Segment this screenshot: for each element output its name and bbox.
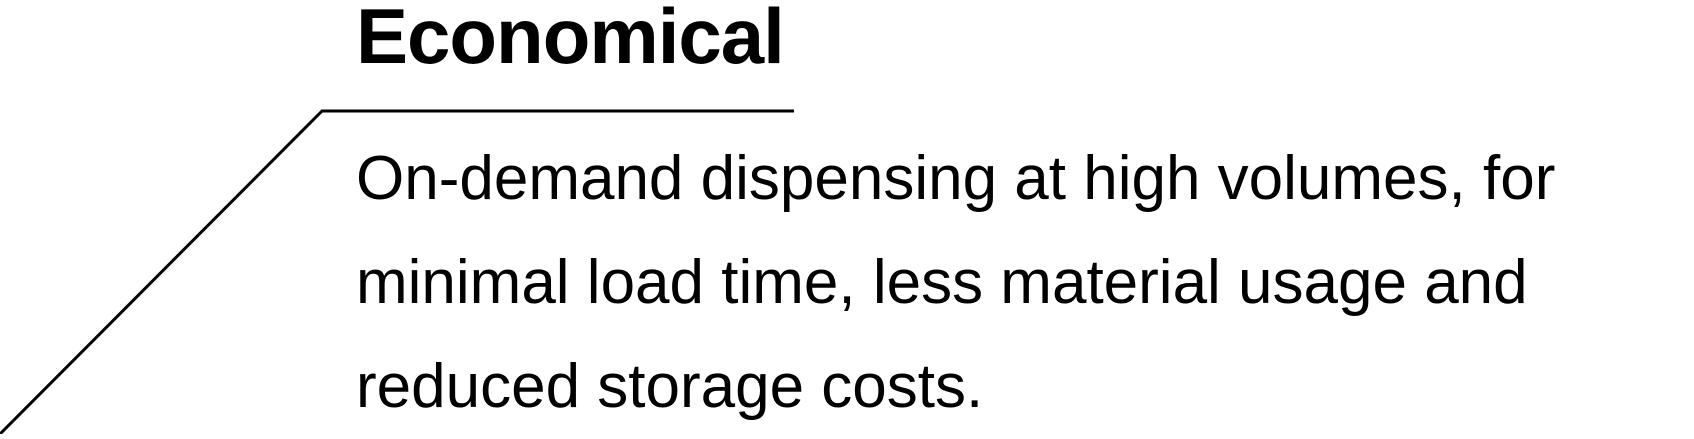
leader-diagonal	[0, 111, 322, 434]
feature-description: On-demand dispensing at high volumes, for minimal load time, less material usage and reduced storage costs.	[356, 144, 1556, 421]
feature-title: Economical	[356, 0, 784, 80]
